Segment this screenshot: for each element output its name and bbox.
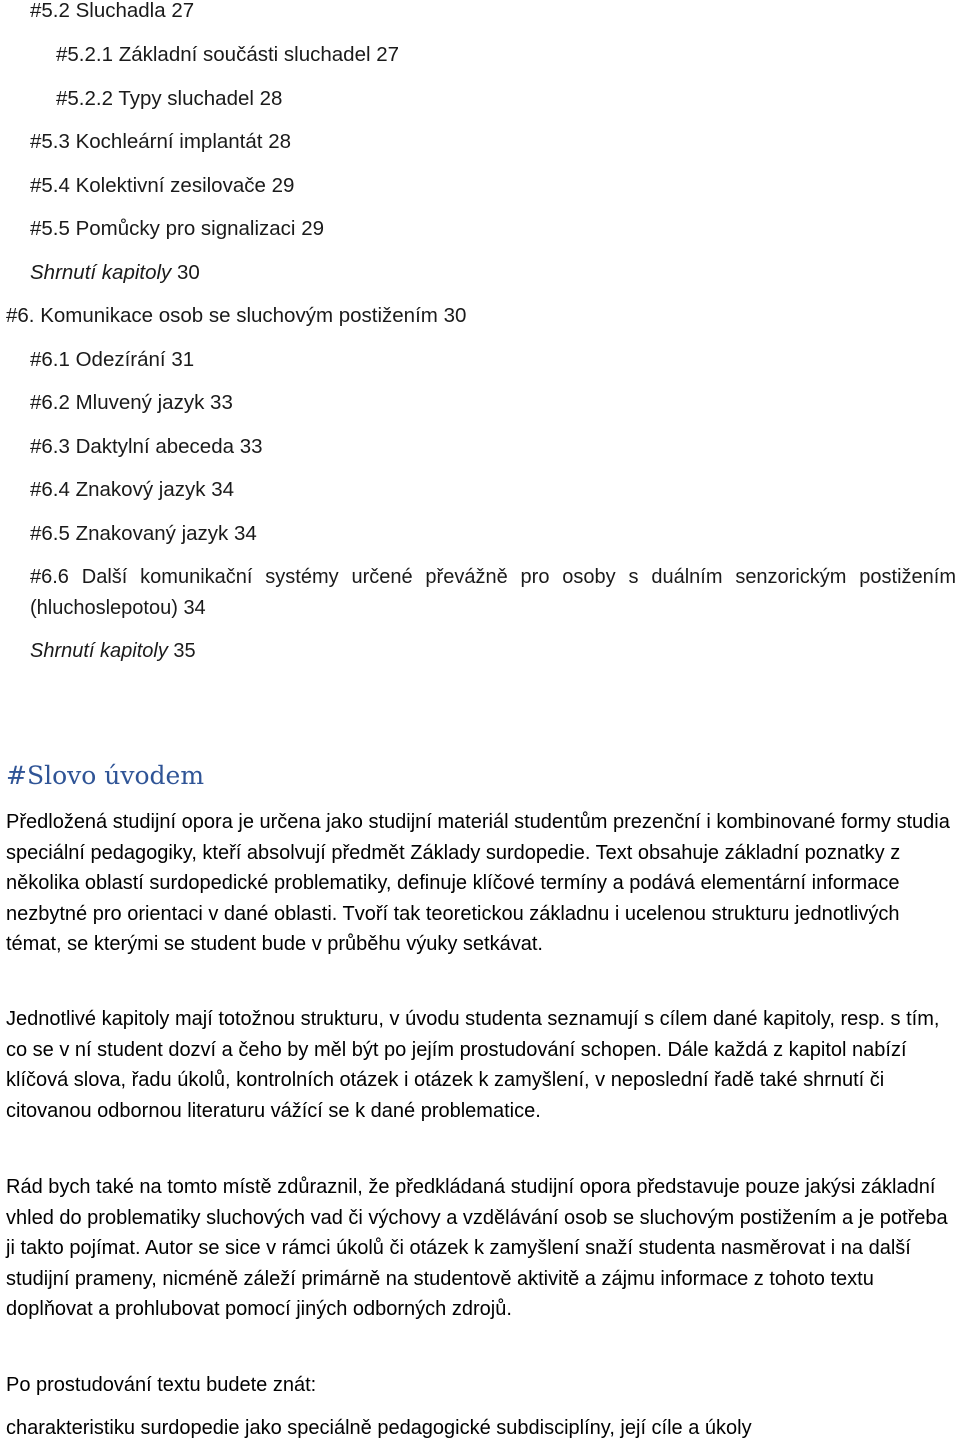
toc-entry[interactable] bbox=[56, 85, 282, 113]
toc-entry[interactable] bbox=[30, 172, 294, 200]
toc-entry[interactable] bbox=[30, 0, 194, 25]
toc-entry-label: #6.6 Další komunikační systémy určené převážně pro osoby s duálním senzorickým postižením (hluchoslepotou) bbox=[30, 566, 956, 619]
toc-entry-page: 28 bbox=[259, 87, 283, 110]
toc-entry-label: #6.5 Znakovaný jazyk bbox=[30, 522, 229, 545]
toc-entry[interactable] bbox=[30, 433, 263, 461]
toc-entry-label: #5.2.2 Typy sluchadel bbox=[56, 87, 254, 110]
toc-entry[interactable] bbox=[30, 389, 233, 417]
toc-entry-page: 28 bbox=[268, 130, 291, 153]
toc-entry-label: #6.1 Odezírání bbox=[30, 348, 166, 371]
toc-entry-page: 34 bbox=[233, 522, 257, 545]
toc-entry-page: 33 bbox=[210, 391, 233, 414]
paragraph: charakteristiku surdopedie jako speciálně pedagogické subdisciplíny, její cíle a úkoly bbox=[6, 1417, 752, 1439]
toc-entry-page: 30 bbox=[177, 261, 200, 284]
section-heading: #Slovo úvodem bbox=[6, 761, 205, 790]
toc-entry[interactable] bbox=[30, 476, 234, 504]
toc-entry-label: #5.2 Sluchadla bbox=[30, 0, 166, 22]
toc-entry[interactable] bbox=[30, 346, 194, 374]
toc-entry-label: #6.4 Znakový jazyk bbox=[30, 478, 206, 501]
paragraph: Po prostudování textu budete znát: bbox=[6, 1374, 317, 1396]
toc-entry-page: 29 bbox=[271, 174, 295, 197]
toc-entry-label: #5.4 Kolektivní zesilovače bbox=[30, 174, 266, 197]
toc-entry[interactable] bbox=[30, 637, 196, 665]
paragraph: Jednotlivé kapitoly mají totožnou strukturu, v úvodu studenta seznamují s cílem dané kapitoly, resp. s tím, co se v ní student dozví a čeho by měl být po jejím prostudování schopen. Dále každá z kapitol nabízí klíčová slova, řadu úkolů, kontrolních otázek i otázek k zamyšlení, v neposlední řadě také shrnutí či citovanou odbornou literaturu vážící se k dané problematice. bbox=[6, 1008, 940, 1122]
toc-entry[interactable] bbox=[30, 215, 324, 243]
toc-entry[interactable] bbox=[30, 259, 200, 287]
toc-entry[interactable] bbox=[56, 41, 399, 69]
toc-entry-label: #6.3 Daktylní abeceda bbox=[30, 435, 234, 458]
toc-entry-page: 30 bbox=[443, 304, 467, 327]
toc-entry-label: #6.2 Mluvený jazyk bbox=[30, 391, 205, 414]
toc-entry-page: 31 bbox=[171, 348, 195, 371]
paragraph: Rád bych také na tomto místě zdůraznil, že předkládaná studijní opora představuje pouze jakýsi základní vhled do problematiky sluchových vad či výchovy a vzdělávání osob se sluchovým postižením a je potřeba ji takto pojímat. Autor se sice v rámci úkolů či otázek k zamyšlení snaží studenta nasměrovat i na další studijní prameny, nicméně záleží primárně na studentově aktivitě a zájmu informace z tohoto textu doplňovat a prohlubovat pomocí jiných odborných zdrojů. bbox=[6, 1176, 948, 1321]
toc-entry-page: 35 bbox=[173, 640, 196, 662]
toc-entry[interactable] bbox=[30, 562, 956, 624]
toc-entry-label: #5.3 Kochleární implantát bbox=[30, 130, 263, 153]
toc-entry-page: 29 bbox=[301, 217, 325, 240]
toc-entry-page: 27 bbox=[376, 43, 400, 66]
toc-entry-label: Shrnutí kapitoly bbox=[30, 640, 168, 662]
toc-entry-label: Shrnutí kapitoly bbox=[30, 261, 172, 284]
toc-entry[interactable] bbox=[30, 128, 291, 156]
toc-entry-label: #6. Komunikace osob se sluchovým postižením bbox=[6, 304, 438, 327]
paragraph: Předložená studijní opora je určena jako studijní materiál studentům prezenční i kombinované formy studia speciální pedagogiky, kteří absolvují předmět Základy surdopedie. Text obsahuje základní poznatky z několika oblastí surdopedické problematiky, definuje klíčové termíny a podává elementární informace nezbytné pro orientaci v dané oblasti. Tvoří tak teoretickou základnu i ucelenou strukturu jednotlivých témat, se kterými se student bude v průběhu výuky setkávat. bbox=[6, 811, 950, 956]
toc-entry-label: #5.2.1 Základní součásti sluchadel bbox=[56, 43, 371, 66]
toc-entry-label: #5.5 Pomůcky pro signalizaci bbox=[30, 217, 296, 240]
toc-entry[interactable] bbox=[30, 520, 257, 548]
toc-entry-page: 34 bbox=[211, 478, 234, 501]
toc-entry-page: 34 bbox=[183, 597, 206, 619]
toc-entry-page: 33 bbox=[239, 435, 263, 458]
toc-entry[interactable] bbox=[6, 302, 466, 330]
toc-entry-page: 27 bbox=[171, 0, 195, 22]
